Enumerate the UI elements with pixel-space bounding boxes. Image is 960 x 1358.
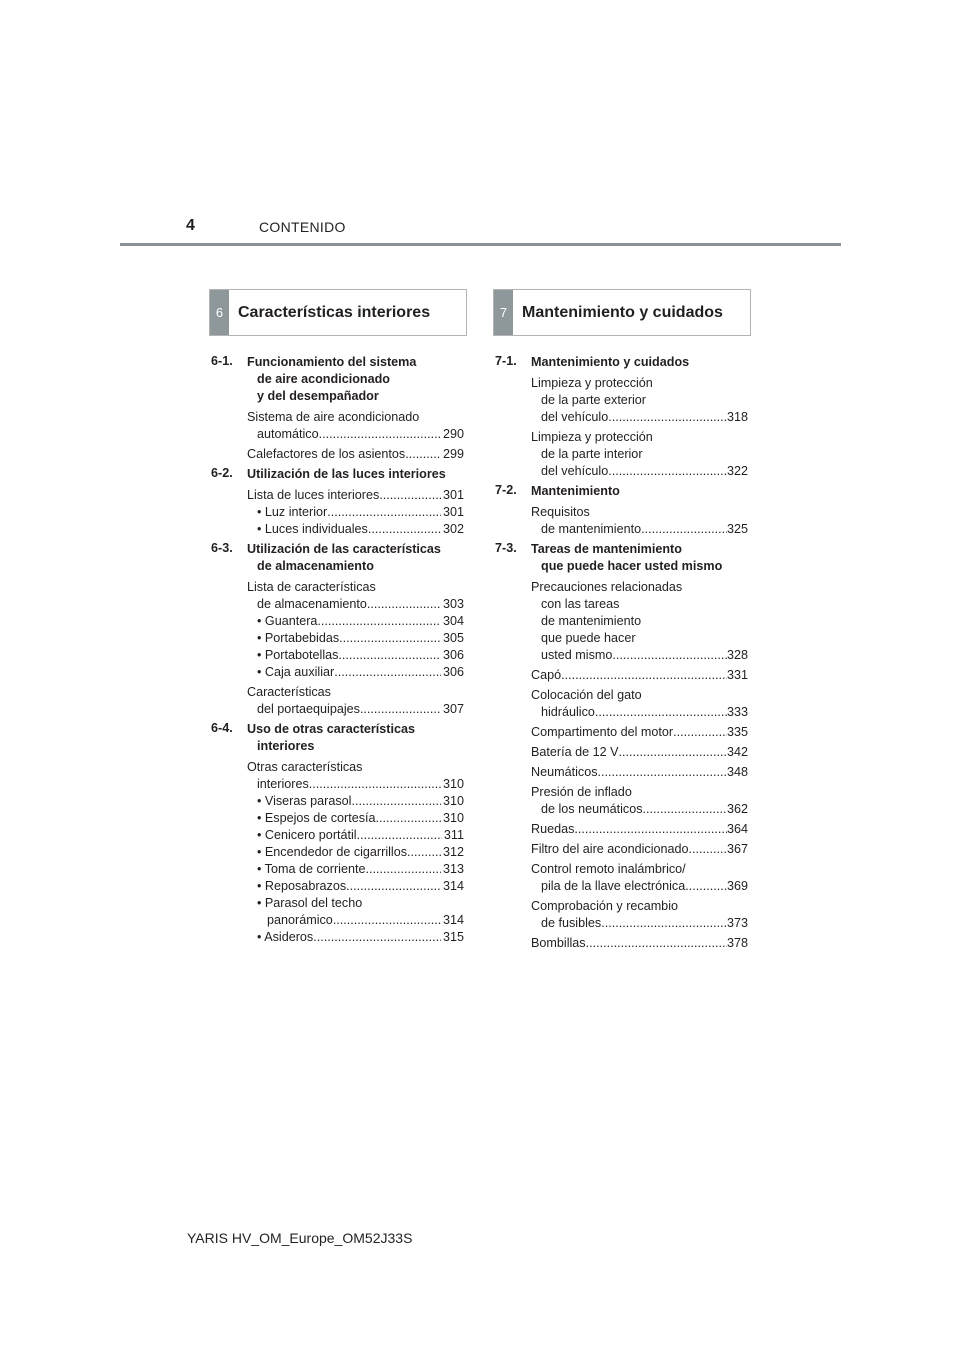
chapter-title-line: Uso de otras características <box>247 722 416 736</box>
toc-entry-line[interactable] <box>531 463 748 480</box>
toc-entry-text: Limpieza y protección <box>531 376 653 390</box>
dot-leader <box>689 841 727 858</box>
chapter-number: 6-3. <box>211 541 233 555</box>
toc-page-number: 310 <box>442 811 464 825</box>
toc-entry-text: Capó <box>531 668 562 682</box>
toc-page-number: 331 <box>726 668 748 682</box>
dot-leader <box>338 647 441 664</box>
toc-entry-text: de mantenimiento <box>541 522 642 536</box>
toc-entry-text: Bombillas <box>531 936 586 950</box>
toc-entry-text: Otras características <box>247 760 363 774</box>
toc-page-number: 367 <box>726 842 748 856</box>
toc-sub-entry[interactable] <box>247 895 464 929</box>
section-tab: 7 <box>494 290 513 335</box>
toc-page-number: 301 <box>442 488 464 502</box>
toc-entry-text: Control remoto inalámbrico/ <box>531 862 686 876</box>
toc-entry <box>247 759 464 946</box>
toc-entry-line[interactable] <box>531 744 748 761</box>
toc-page-number: 348 <box>726 765 748 779</box>
toc-entry-text: Colocación del gato <box>531 688 642 702</box>
chapter-title-line: de aire acondicionado <box>257 372 390 386</box>
toc-entries <box>211 487 464 538</box>
toc-entry-text: Neumáticos <box>531 765 598 779</box>
toc-chapter <box>495 354 748 371</box>
toc-column-left <box>211 354 464 949</box>
dot-leader <box>334 664 441 681</box>
toc-chapter <box>211 466 464 483</box>
toc-entry-text: Lista de luces interiores <box>247 488 380 502</box>
toc-chapter <box>211 354 464 405</box>
toc-entry-text: Batería de 12 V <box>531 745 619 759</box>
dot-leader <box>586 935 727 952</box>
toc-entry <box>247 487 464 538</box>
chapter-number: 6-4. <box>211 721 233 735</box>
toc-entry-text: • Caja auxiliar <box>257 665 335 679</box>
toc-page-number: 314 <box>442 913 464 927</box>
toc-entry-text: • Guantera <box>257 614 318 628</box>
toc-chapter <box>211 541 464 575</box>
toc-sub-entry[interactable] <box>247 878 464 895</box>
dot-leader <box>339 630 441 647</box>
toc-sub-entry[interactable] <box>247 504 464 521</box>
toc-entry-text: de la parte exterior <box>541 393 647 407</box>
toc-sub-entry[interactable] <box>247 861 464 878</box>
toc-page-number: 314 <box>442 879 464 893</box>
toc-entries <box>211 579 464 718</box>
toc-sub-entry[interactable] <box>247 664 464 681</box>
toc-entry <box>531 935 748 952</box>
toc-entry <box>531 687 748 721</box>
chapter-number: 6-1. <box>211 354 233 368</box>
chapter-title[interactable] <box>495 483 748 500</box>
toc-page-number: 304 <box>442 614 464 628</box>
toc-entry-text: Características <box>247 685 331 699</box>
dot-leader <box>313 929 441 946</box>
toc-entry-text: interiores <box>257 777 309 791</box>
section-header-6 <box>209 289 467 336</box>
toc-entries <box>211 759 464 946</box>
dot-leader <box>346 878 441 895</box>
toc-sub-entry[interactable] <box>247 521 464 538</box>
toc-entry-line[interactable] <box>531 704 748 721</box>
toc-sub-entry[interactable] <box>247 810 464 827</box>
toc-entry-text: de almacenamiento <box>257 597 367 611</box>
chapter-title[interactable] <box>211 541 464 575</box>
toc-entry-text: • Reposabrazos <box>257 879 347 893</box>
toc-sub-entry[interactable] <box>247 793 464 810</box>
section-header-7 <box>493 289 751 336</box>
toc-entry-line[interactable] <box>531 521 748 538</box>
toc-entry-text: automático <box>257 427 319 441</box>
toc-entry-line[interactable] <box>531 409 748 426</box>
toc-entry-line[interactable] <box>247 596 464 613</box>
toc-entry-line[interactable] <box>531 764 748 781</box>
toc-entries <box>495 579 748 952</box>
toc-entry-text: • Asideros <box>257 930 314 944</box>
chapter-number: 7-3. <box>495 541 517 555</box>
toc-page-number: 364 <box>726 822 748 836</box>
toc-page-number: 378 <box>726 936 748 950</box>
toc-entry-text: pila de la llave electrónica <box>541 879 686 893</box>
toc-page-number: 315 <box>442 930 464 944</box>
page-header-title: CONTENIDO <box>259 219 346 235</box>
toc-entry <box>531 504 748 538</box>
dot-leader <box>317 613 441 630</box>
toc-entry <box>531 667 748 684</box>
dot-leader <box>365 861 441 878</box>
toc-entry-text: Sistema de aire acondicionado <box>247 410 420 424</box>
toc-sub-entry[interactable] <box>247 827 464 844</box>
toc-page-number: 362 <box>726 802 748 816</box>
toc-entry-text: Compartimento del motor <box>531 725 674 739</box>
dot-leader <box>360 701 441 718</box>
toc-page-number: 310 <box>442 794 464 808</box>
toc-entry-line[interactable] <box>257 912 464 929</box>
dot-leader <box>619 744 727 761</box>
dot-leader <box>379 487 441 504</box>
toc-entry-text: • Portabotellas <box>257 648 339 662</box>
chapter-title-line: Mantenimiento <box>531 484 620 498</box>
chapter-title-line: Tareas de mantenimiento <box>531 542 682 556</box>
chapter-title-line: Mantenimiento y cuidados <box>531 355 690 369</box>
section-tab: 6 <box>210 290 229 335</box>
toc-page-number: 310 <box>442 777 464 791</box>
toc-entry-text: • Luces individuales <box>257 522 368 536</box>
toc-page-number: 306 <box>442 665 464 679</box>
toc-entry-text: Precauciones relacionadas <box>531 580 683 594</box>
toc-entry <box>531 784 748 818</box>
toc-entry <box>247 446 464 463</box>
dot-leader <box>368 521 441 538</box>
dot-leader <box>367 596 441 613</box>
toc-entry-line[interactable] <box>247 446 464 463</box>
dot-leader <box>376 810 441 827</box>
dot-leader <box>405 446 441 463</box>
toc-entry <box>531 429 748 480</box>
toc-chapter <box>495 483 748 500</box>
chapter-number: 7-2. <box>495 483 517 497</box>
toc-sub-entry[interactable] <box>247 613 464 630</box>
toc-entry-text: • Portabebidas <box>257 631 340 645</box>
chapter-title[interactable] <box>211 721 464 755</box>
section-title: Características interiores <box>238 303 431 321</box>
toc-entry-text: • Cenicero portátil <box>257 828 357 842</box>
toc-entry-text: • Luz interior <box>257 505 328 519</box>
toc-entries <box>495 375 748 480</box>
toc-column-right <box>495 354 748 955</box>
dot-leader <box>407 844 441 861</box>
toc-entries <box>211 409 464 463</box>
toc-page-number: 299 <box>442 447 464 461</box>
toc-page-number: 306 <box>442 648 464 662</box>
toc-page-number: 302 <box>442 522 464 536</box>
toc-page-number: 313 <box>442 862 464 876</box>
chapter-number: 6-2. <box>211 466 233 480</box>
toc-entry <box>531 898 748 932</box>
toc-entry-text: del vehículo <box>541 464 609 478</box>
toc-page-number: 312 <box>442 845 464 859</box>
toc-entry-text: panorámico <box>267 913 333 927</box>
toc-page-number: 318 <box>726 410 748 424</box>
toc-page-number: 311 <box>443 828 464 842</box>
toc-chapter <box>211 721 464 755</box>
toc-entry-text: Filtro del aire acondicionado <box>531 842 689 856</box>
dot-leader <box>574 821 727 838</box>
toc-entry-line[interactable] <box>531 667 748 684</box>
toc-entry-line[interactable] <box>531 841 748 858</box>
dot-leader <box>643 801 727 818</box>
toc-entry <box>531 764 748 781</box>
toc-page-number: 290 <box>442 427 464 441</box>
toc-entry <box>531 821 748 838</box>
toc-entry-text: que puede hacer <box>541 631 636 645</box>
toc-page-number: 335 <box>726 725 748 739</box>
toc-entry-line[interactable] <box>531 724 748 741</box>
dot-leader <box>612 647 727 664</box>
toc-entry-text: • Toma de corriente <box>257 862 366 876</box>
toc-entry-text: de fusibles <box>541 916 602 930</box>
dot-leader <box>641 521 727 538</box>
toc-sub-entry[interactable] <box>247 844 464 861</box>
toc-page-number: 342 <box>726 745 748 759</box>
chapter-title-line: Utilización de las luces interiores <box>247 467 446 481</box>
toc-entry-line[interactable] <box>531 801 748 818</box>
chapter-title[interactable] <box>495 354 748 371</box>
chapter-title[interactable] <box>495 541 748 575</box>
toc-entry-text: de la parte interior <box>541 447 643 461</box>
dot-leader <box>608 409 727 426</box>
dot-leader <box>561 667 727 684</box>
toc-entry-text: de los neumáticos <box>541 802 643 816</box>
toc-entry-line[interactable] <box>247 487 464 504</box>
dot-leader <box>333 912 441 929</box>
chapter-title-line: que puede hacer usted mismo <box>541 559 723 573</box>
toc-entry <box>247 684 464 718</box>
toc-entry <box>247 409 464 443</box>
toc-entry <box>531 744 748 761</box>
toc-entries <box>495 504 748 538</box>
page-number: 4 <box>186 217 195 234</box>
chapter-title[interactable] <box>211 354 464 405</box>
toc-entry-text: • Espejos de cortesía <box>257 811 376 825</box>
toc-sub-entry[interactable] <box>247 647 464 664</box>
footer-document-id: YARIS HV_OM_Europe_OM52J33S <box>187 1230 413 1246</box>
toc-entry-line[interactable] <box>531 878 748 895</box>
dot-leader <box>351 793 441 810</box>
toc-page-number: 322 <box>726 464 748 478</box>
toc-entry <box>531 841 748 858</box>
toc-entry-text: Presión de inflado <box>531 785 632 799</box>
toc-entry-text: Requisitos <box>531 505 590 519</box>
toc-entry-text: • Viseras parasol <box>257 794 352 808</box>
toc-entry-line[interactable] <box>531 647 748 664</box>
toc-entry-line[interactable] <box>247 701 464 718</box>
dot-leader <box>327 504 441 521</box>
header-divider <box>120 243 841 246</box>
dot-leader <box>309 776 441 793</box>
toc-entry-text: Lista de características <box>247 580 376 594</box>
toc-entry-text: Limpieza y protección <box>531 430 653 444</box>
toc-page-number: 301 <box>442 505 464 519</box>
dot-leader <box>357 827 442 844</box>
toc-entry-text: usted mismo <box>541 648 613 662</box>
toc-chapter <box>495 541 748 575</box>
toc-entry <box>247 579 464 681</box>
toc-page-number: 305 <box>442 631 464 645</box>
toc-entry-text: del portaequipajes <box>257 702 360 716</box>
dot-leader <box>685 878 727 895</box>
chapter-title[interactable] <box>211 466 464 483</box>
toc-entry <box>531 375 748 426</box>
toc-entry-line[interactable] <box>247 426 464 443</box>
chapter-title-line: y del desempañador <box>257 389 379 403</box>
toc-entry-text: del vehículo <box>541 410 609 424</box>
toc-entry-text: Ruedas <box>531 822 575 836</box>
chapter-title-line: interiores <box>257 739 315 753</box>
toc-entry-text: con las tareas <box>541 597 620 611</box>
toc-entry-line[interactable] <box>531 821 748 838</box>
toc-entry-text: Comprobación y recambio <box>531 899 678 913</box>
toc-page-number: 325 <box>726 522 748 536</box>
dot-leader <box>673 724 727 741</box>
toc-entry-text: hidráulico <box>541 705 595 719</box>
section-title: Mantenimiento y cuidados <box>522 303 723 321</box>
toc-entry-line[interactable] <box>247 776 464 793</box>
dot-leader <box>608 463 727 480</box>
dot-leader <box>598 764 727 781</box>
toc-entry-line[interactable] <box>531 915 748 932</box>
chapter-title-line: Funcionamiento del sistema <box>247 355 417 369</box>
toc-entry-line[interactable] <box>531 935 748 952</box>
toc-page-number: 333 <box>726 705 748 719</box>
toc-page-number: 373 <box>726 916 748 930</box>
toc-sub-entry[interactable] <box>247 630 464 647</box>
dot-leader <box>319 426 441 443</box>
toc-entry <box>531 724 748 741</box>
chapter-title-line: Utilización de las características <box>247 542 441 556</box>
toc-entry <box>531 579 748 664</box>
toc-page-number: 328 <box>726 648 748 662</box>
toc-entry-text: de mantenimiento <box>541 614 642 628</box>
toc-entry-text: Calefactores de los asientos <box>247 447 406 461</box>
chapter-title-line: de almacenamiento <box>257 559 374 573</box>
dot-leader <box>595 704 727 721</box>
chapter-number: 7-1. <box>495 354 517 368</box>
toc-page-number: 303 <box>442 597 464 611</box>
toc-page-number: 369 <box>726 879 748 893</box>
toc-sub-entry[interactable] <box>247 929 464 946</box>
toc-entry <box>531 861 748 895</box>
toc-entry-text: • Encendedor de cigarrillos <box>257 845 408 859</box>
toc-page-number: 307 <box>442 702 464 716</box>
dot-leader <box>601 915 727 932</box>
toc-entry-text: • Parasol del techo <box>257 896 363 910</box>
